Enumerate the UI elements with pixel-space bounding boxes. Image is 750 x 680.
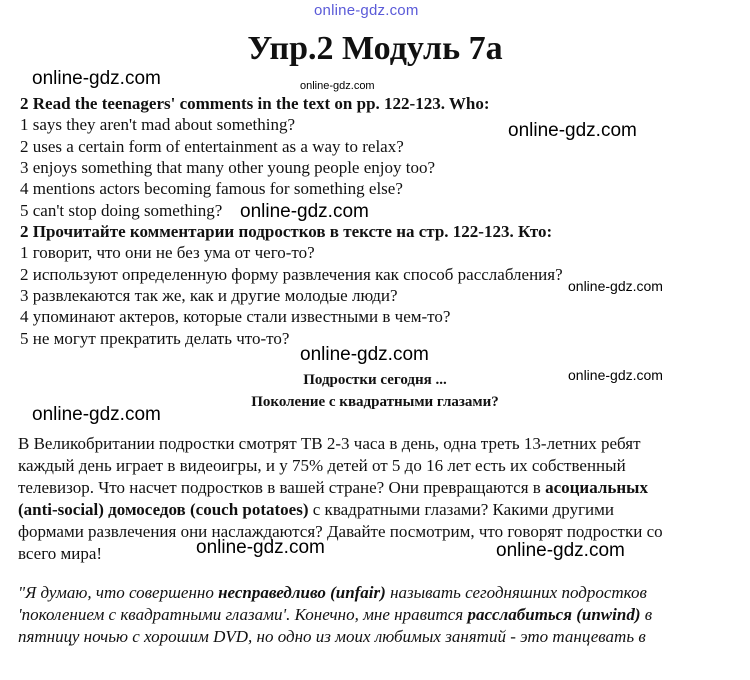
text-segment: называть сегодняшних подростков <box>385 583 647 602</box>
watermark: online-gdz.com <box>508 120 637 141</box>
watermark: online-gdz.com <box>568 367 663 383</box>
list-item: 4 mentions actors becoming famous for something else? <box>20 179 403 198</box>
list-item: 5 can't stop doing something? <box>20 201 223 220</box>
highlighted-term: асоциальных <box>545 478 648 497</box>
article-text-line <box>18 477 648 499</box>
list-item: 3 развлекаются так же, как и другие молодые люди? <box>20 286 398 305</box>
list-item: 2 uses a certain form of entertainment as a way to relax? <box>20 137 404 156</box>
highlighted-term: (anti-social) домоседов (couch potatoes) <box>18 500 309 519</box>
english-heading: 2 Read the teenagers' comments in the text on pp. 122-123. Who: <box>20 94 490 113</box>
text-segment: 'поколением с квадратными глазами'. Конечно, мне нравится <box>18 605 468 624</box>
article-text-line <box>18 499 614 521</box>
watermark: online-gdz.com <box>32 68 161 89</box>
watermark-top: online-gdz.com <box>314 2 419 19</box>
list-item: 1 says they aren't mad about something? <box>20 115 295 134</box>
list-item: 4 упоминают актеров, которые стали известными в чем-то? <box>20 307 451 326</box>
article-text-line: В Великобритании подростки смотрят ТВ 2-3 часа в день, одна треть 13-летних ребят <box>18 434 641 453</box>
article-text-line: всего мира! <box>18 544 103 563</box>
list-item: 5 не могут прекратить делать что-то? <box>20 329 290 348</box>
highlighted-term: несправедливо (unfair) <box>218 583 386 602</box>
russian-heading: 2 Прочитайте комментарии подростков в тексте на стр. 122-123. Кто: <box>20 222 553 241</box>
article-text-line: каждый день играет в видеоигры, и у 75% детей от 5 до 16 лет есть их собственный <box>18 456 626 475</box>
highlighted-term: расслабиться (unwind) <box>467 605 641 624</box>
page-title: Упр.2 Модуль 7а <box>247 30 503 67</box>
text-segment: "Я думаю, что совершенно <box>18 583 219 602</box>
quote-line: пятницу ночью с хорошим DVD, но одно из моих любимых занятий - это танцевать в <box>18 627 646 646</box>
list-item: 1 говорит, что они не без ума от чего-то? <box>20 243 315 262</box>
text-segment: телевизор. Что насчет подростков в вашей стране? Они превращаются в <box>18 478 546 497</box>
list-item: 3 enjoys something that many other young people enjoy too? <box>20 158 436 177</box>
article-title-line1: Подростки сегодня ... <box>303 372 447 388</box>
watermark: online-gdz.com <box>300 80 375 92</box>
watermark: online-gdz.com <box>240 201 369 222</box>
watermark: online-gdz.com <box>568 278 663 294</box>
watermark: online-gdz.com <box>32 404 161 425</box>
watermark: online-gdz.com <box>300 344 429 365</box>
watermark: online-gdz.com <box>196 537 325 558</box>
article-text-line: формами развлечения они наслаждаются? Давайте посмотрим, что говорят подростки со <box>18 522 663 541</box>
quote-line <box>18 582 647 604</box>
text-segment: в <box>640 605 653 624</box>
article-title-line2: Поколение с квадратными глазами? <box>251 394 499 410</box>
list-item: 2 используют определенную форму развлечения как способ расслабления? <box>20 265 563 284</box>
watermark: online-gdz.com <box>496 540 625 561</box>
text-segment: с квадратными глазами? Какими другими <box>308 500 615 519</box>
quote-line <box>18 604 652 626</box>
